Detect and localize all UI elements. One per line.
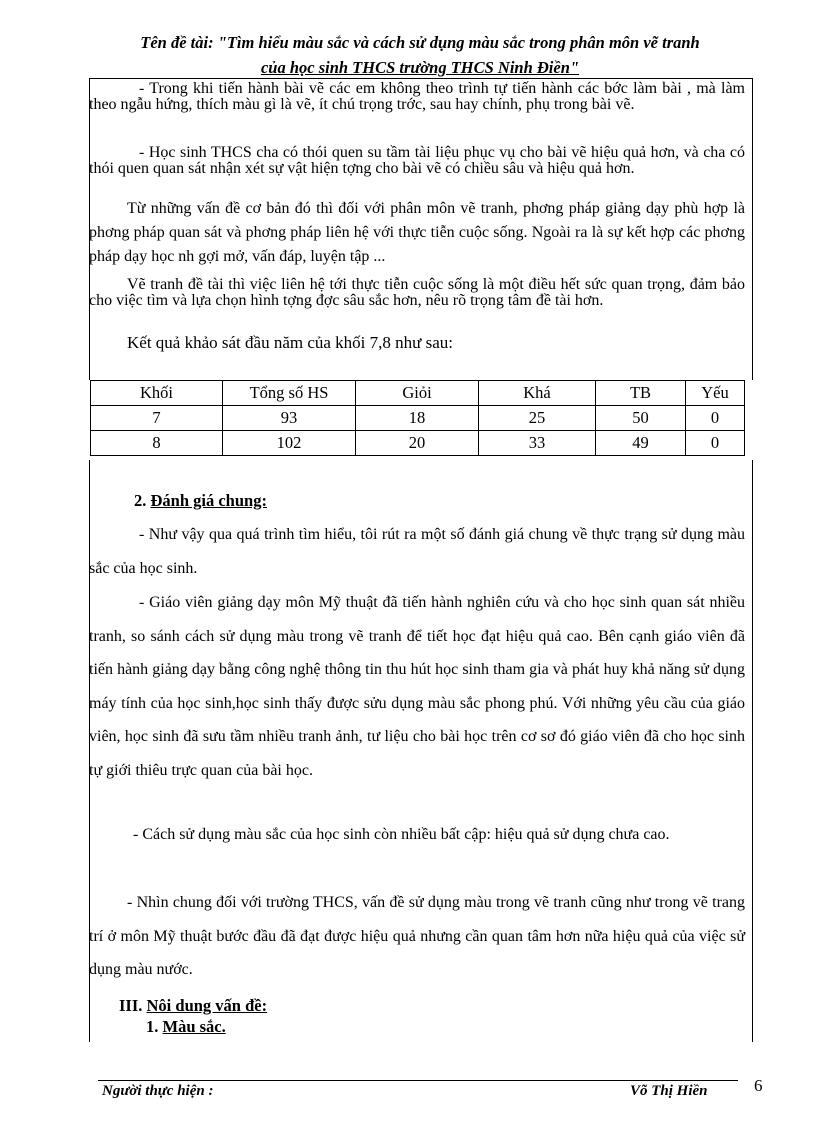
table-cell: 93 bbox=[223, 406, 356, 431]
header-cell: Giỏi bbox=[356, 381, 479, 406]
table-cell: 102 bbox=[223, 431, 356, 456]
evaluation-paragraph-3: - Cách sử dụng màu sắc của học sinh còn nhiều bất cập: hiệu quả sử dụng chưa cao. bbox=[133, 826, 670, 843]
header-rule bbox=[89, 78, 753, 79]
paragraph-2: - Học sinh THCS cha có thói quen su tầm tài liệu phục vụ cho bài vẽ hiệu quả hơn, và cha có thói quen quan sát nhận xét sự vật hiện tợng cho bài vẽ có chiều sâu và hiệu quả hơn. bbox=[89, 144, 745, 177]
table-cell: 33 bbox=[479, 431, 596, 456]
section-2-heading bbox=[134, 491, 267, 511]
table-cell: 50 bbox=[596, 406, 686, 431]
table-cell: 18 bbox=[356, 406, 479, 431]
document-header bbox=[70, 30, 770, 80]
table-cell: 20 bbox=[356, 431, 479, 456]
header-cell: Yếu bbox=[686, 381, 745, 406]
header-title-line2: của học sinh THCS trường THCS Ninh Điền" bbox=[260, 58, 580, 77]
table-cell: 25 bbox=[479, 406, 596, 431]
evaluation-paragraph-4: - Nhìn chung đối với trường THCS, vấn đề sử dụng màu trong vẽ tranh cũng như trong vẽ trang trí ở môn Mỹ thuật bước đầu đã đạt được hiệu quả nhưng cần quan tâm hơn nữa hiệu quả của việc sử dụng màu nước. bbox=[89, 894, 745, 978]
section-2-number: 2. bbox=[134, 491, 147, 510]
evaluation-paragraph-2: - Giáo viên giảng dạy môn Mỹ thuật đã tiến hành nghiên cứu và cho học sinh quan sát nhiều tranh, so sánh cách sử dụng màu trong vẽ tranh để tiết học đạt hiệu quả cao. Bên cạnh giáo viên đã tiến hành giảng dạy bằng công nghệ thông tin thu hút học sinh tham gia và phát huy khả năng sử dụng máy tính của học sinh,học sinh thấy được sửu dụng màu sắc phong phú. Với những yêu cầu của giáo viên, học sinh đã sưu tầm nhiều tranh ảnh, tư liệu cho bài học trên cơ sơ đó giáo viên đã cho học sinh tự giới thiêu trực quan của bài học. bbox=[89, 594, 745, 779]
footer-author-label: Người thực hiện : bbox=[102, 1083, 214, 1099]
survey-table bbox=[90, 380, 745, 456]
paragraph-1: - Trong khi tiến hành bài vẽ các em không theo trình tự tiến hành các bớc làm bài , mà làm theo ngẫu hứng, thích màu gì là vẽ, ít chú trọng trớc, sau hay chính, phụ trong bài vẽ. bbox=[89, 80, 745, 113]
header-cell: TB bbox=[596, 381, 686, 406]
survey-intro: Kết quả khảo sát đầu năm của khối 7,8 như sau: bbox=[127, 333, 453, 352]
subsection-1-title: Màu sắc. bbox=[162, 1017, 226, 1036]
subsection-1-number: 1. bbox=[146, 1017, 159, 1036]
section-2-title: Đánh giá chung: bbox=[150, 491, 267, 510]
table-cell: 8 bbox=[91, 431, 223, 456]
section-3-number: III. bbox=[119, 996, 143, 1015]
table-row bbox=[91, 406, 745, 431]
table-cell: 7 bbox=[91, 406, 223, 431]
header-cell: Khá bbox=[479, 381, 596, 406]
evaluation-paragraph-1: - Như vậy qua quá trình tìm hiểu, tôi rút ra một số đánh giá chung về thực trạng sử dụng màu sắc của học sinh. bbox=[89, 526, 745, 577]
subsection-1-heading bbox=[146, 1017, 226, 1037]
table-cell: 49 bbox=[596, 431, 686, 456]
header-cell: Tổng số HS bbox=[223, 381, 356, 406]
table-header-row bbox=[91, 381, 745, 406]
frame-right-top bbox=[752, 78, 753, 380]
section-3-title: Nôi dung vấn đề: bbox=[146, 996, 268, 1015]
paragraph-3: Từ những vấn đề cơ bản đó thì đối với phân môn vẽ tranh, phơng pháp giảng dạy phù hợp là phơng pháp quan sát và phơng pháp liên hệ với thực tiễn cuộc sống. Ngoài ra là sự kết hợp các phơng pháp dạy học nh gợi mở, vấn đáp, luyện tập ... bbox=[89, 200, 745, 265]
header-title-line1: Tên đề tài: "Tìm hiểu màu sắc và cách sử dụng màu sắc trong phân môn vẽ tranh bbox=[140, 33, 700, 52]
header-cell: Khối bbox=[91, 381, 223, 406]
page-number: 6 bbox=[754, 1076, 763, 1095]
table-cell: 0 bbox=[686, 431, 745, 456]
table-cell: 0 bbox=[686, 406, 745, 431]
footer-author-name: Võ Thị Hiền bbox=[630, 1083, 708, 1099]
footer-rule bbox=[98, 1080, 738, 1081]
paragraph-4: Vẽ tranh đề tài thì việc liên hệ tới thực tiễn cuộc sống là một điều hết sức quan trọng, đảm bảo cho việc tìm và lựa chọn hình tợng đợc sâu sắc hơn, nêu rõ trọng tâm đề tài hơn. bbox=[89, 276, 745, 309]
table-row bbox=[91, 431, 745, 456]
frame-right-bottom bbox=[752, 460, 753, 1042]
section-3-heading bbox=[119, 996, 267, 1016]
